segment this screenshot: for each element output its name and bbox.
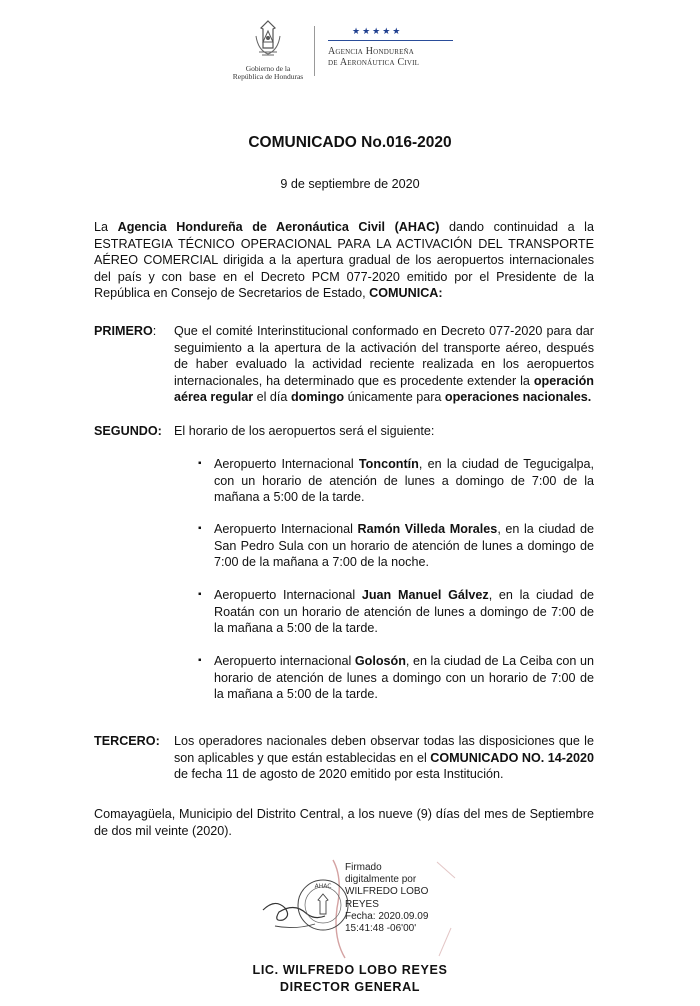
seal-text: AHAC (314, 883, 332, 890)
document-title: COMUNICADO No.016-2020 (248, 134, 452, 151)
digital-line: REYES (345, 898, 379, 910)
agency-line-2: de Aeronáutica Civil (328, 57, 420, 68)
airport-item: Aeropuerto Internacional Toncontín, en la ciudad de Tegucigalpa, con un horario de atención de lunes a domingo de 7:00 de la mañana a 5:00 de la tarde. (214, 457, 594, 505)
gov-line-1: Gobierno de la (245, 63, 291, 73)
tercero-paragraph: Los operadores nacionales deben observar todas las disposiciones que le son aplicables y que están establecidas en el COMUNICADO NO. 14-2020 de fecha 11 de agosto de 2020 emitido por esta Institución. (174, 734, 595, 782)
intro-text-2: dando continuidad a la ESTRATEGIA TÉCNICO OPERACIONAL PARA LA ACTIVACIÓN DEL TRANSPORTE AÉREO COMERCIAL dirigida a la apertura gradual de los aeropuertos internacionales del país y con base en el Decreto PCM 077-2020 emitido por el Presidente de la República en Consejo de Secretarios de Estado, (94, 220, 594, 301)
digital-line: Fecha: 2020.09.09 (345, 910, 429, 922)
signer-name: LIC. WILFREDO LOBO REYES (252, 963, 448, 977)
segundo-text: El horario de los aeropuertos será el siguiente: (174, 424, 435, 438)
bullet-icon: ▪ (198, 523, 202, 534)
gov-line-2: República de Honduras (232, 72, 304, 82)
primero-paragraph: Que el comité Interinstitucional conformado en Decreto 077-2020 para dar seguimiento a la apertura de la activación del transporte aéreo, después de haber evaluado la actividad reciente realizada en los aeropuertos internacionales, ha determinado que es procedente extender la operación aérea regular el día domingo únicamente para operaciones nacionales. (174, 324, 594, 405)
honduras-coat-of-arms-icon (248, 18, 288, 60)
digital-line: WILFREDO LOBO (345, 886, 429, 898)
airport-item: Aeropuerto Internacional Juan Manuel Gálvez, en la ciudad de Roatán con un horario de atención de lunes a domingo de 7:00 de la mañana a 5:00 de la tarde. (214, 588, 594, 636)
primero-label: PRIMERO: (94, 324, 157, 338)
bullet-icon: ▪ (198, 458, 202, 469)
government-logo (218, 18, 318, 82)
agency-logo (328, 26, 468, 68)
agency-line-1: Agencia Hondureña (328, 46, 415, 57)
airport-item: Aeropuerto internacional Golosón, en la ciudad de La Ceiba con un horario de atención de lunes a domingo con un horario de 7:00 de la mañana a 5:00 de la tarde. (214, 654, 594, 702)
header-divider (314, 26, 315, 76)
digital-signature-text (345, 862, 428, 935)
digital-line: digitalmente por (345, 874, 417, 886)
signer-role: DIRECTOR GENERAL (279, 980, 421, 994)
closing-paragraph: Comayagüela, Municipio del Distrito Central, a los nueve (9) días del mes de Septiembre de dos mil veinte (2020). (94, 807, 594, 838)
ahac-seal-icon (296, 878, 350, 932)
tercero-label: TERCERO: (94, 734, 160, 748)
stars-icon: ★★★★★ (352, 26, 403, 36)
intro-paragraph (94, 219, 594, 302)
bullet-icon: ▪ (198, 655, 202, 666)
signer-block (0, 962, 700, 996)
intro-comunica-bold: COMUNICA: (369, 286, 443, 301)
intro-agency-bold: Agencia Hondureña de Aeronáutica Civil (AHAC) (117, 220, 440, 234)
bullet-icon: ▪ (198, 589, 202, 600)
segundo-label: SEGUNDO: (94, 424, 162, 438)
document-date: 9 de septiembre de 2020 (280, 177, 420, 191)
digital-line: 15:41:48 -06'00' (345, 923, 417, 935)
agency-rule (328, 40, 453, 41)
digital-line: Firmado (345, 862, 382, 873)
intro-text-1: La (94, 220, 118, 234)
airport-item: Aeropuerto Internacional Ramón Villeda Morales, en la ciudad de San Pedro Sula con un horario de atención de lunes a domingo de 7:00 de la mañana a 7:00 de la noche. (214, 522, 594, 570)
